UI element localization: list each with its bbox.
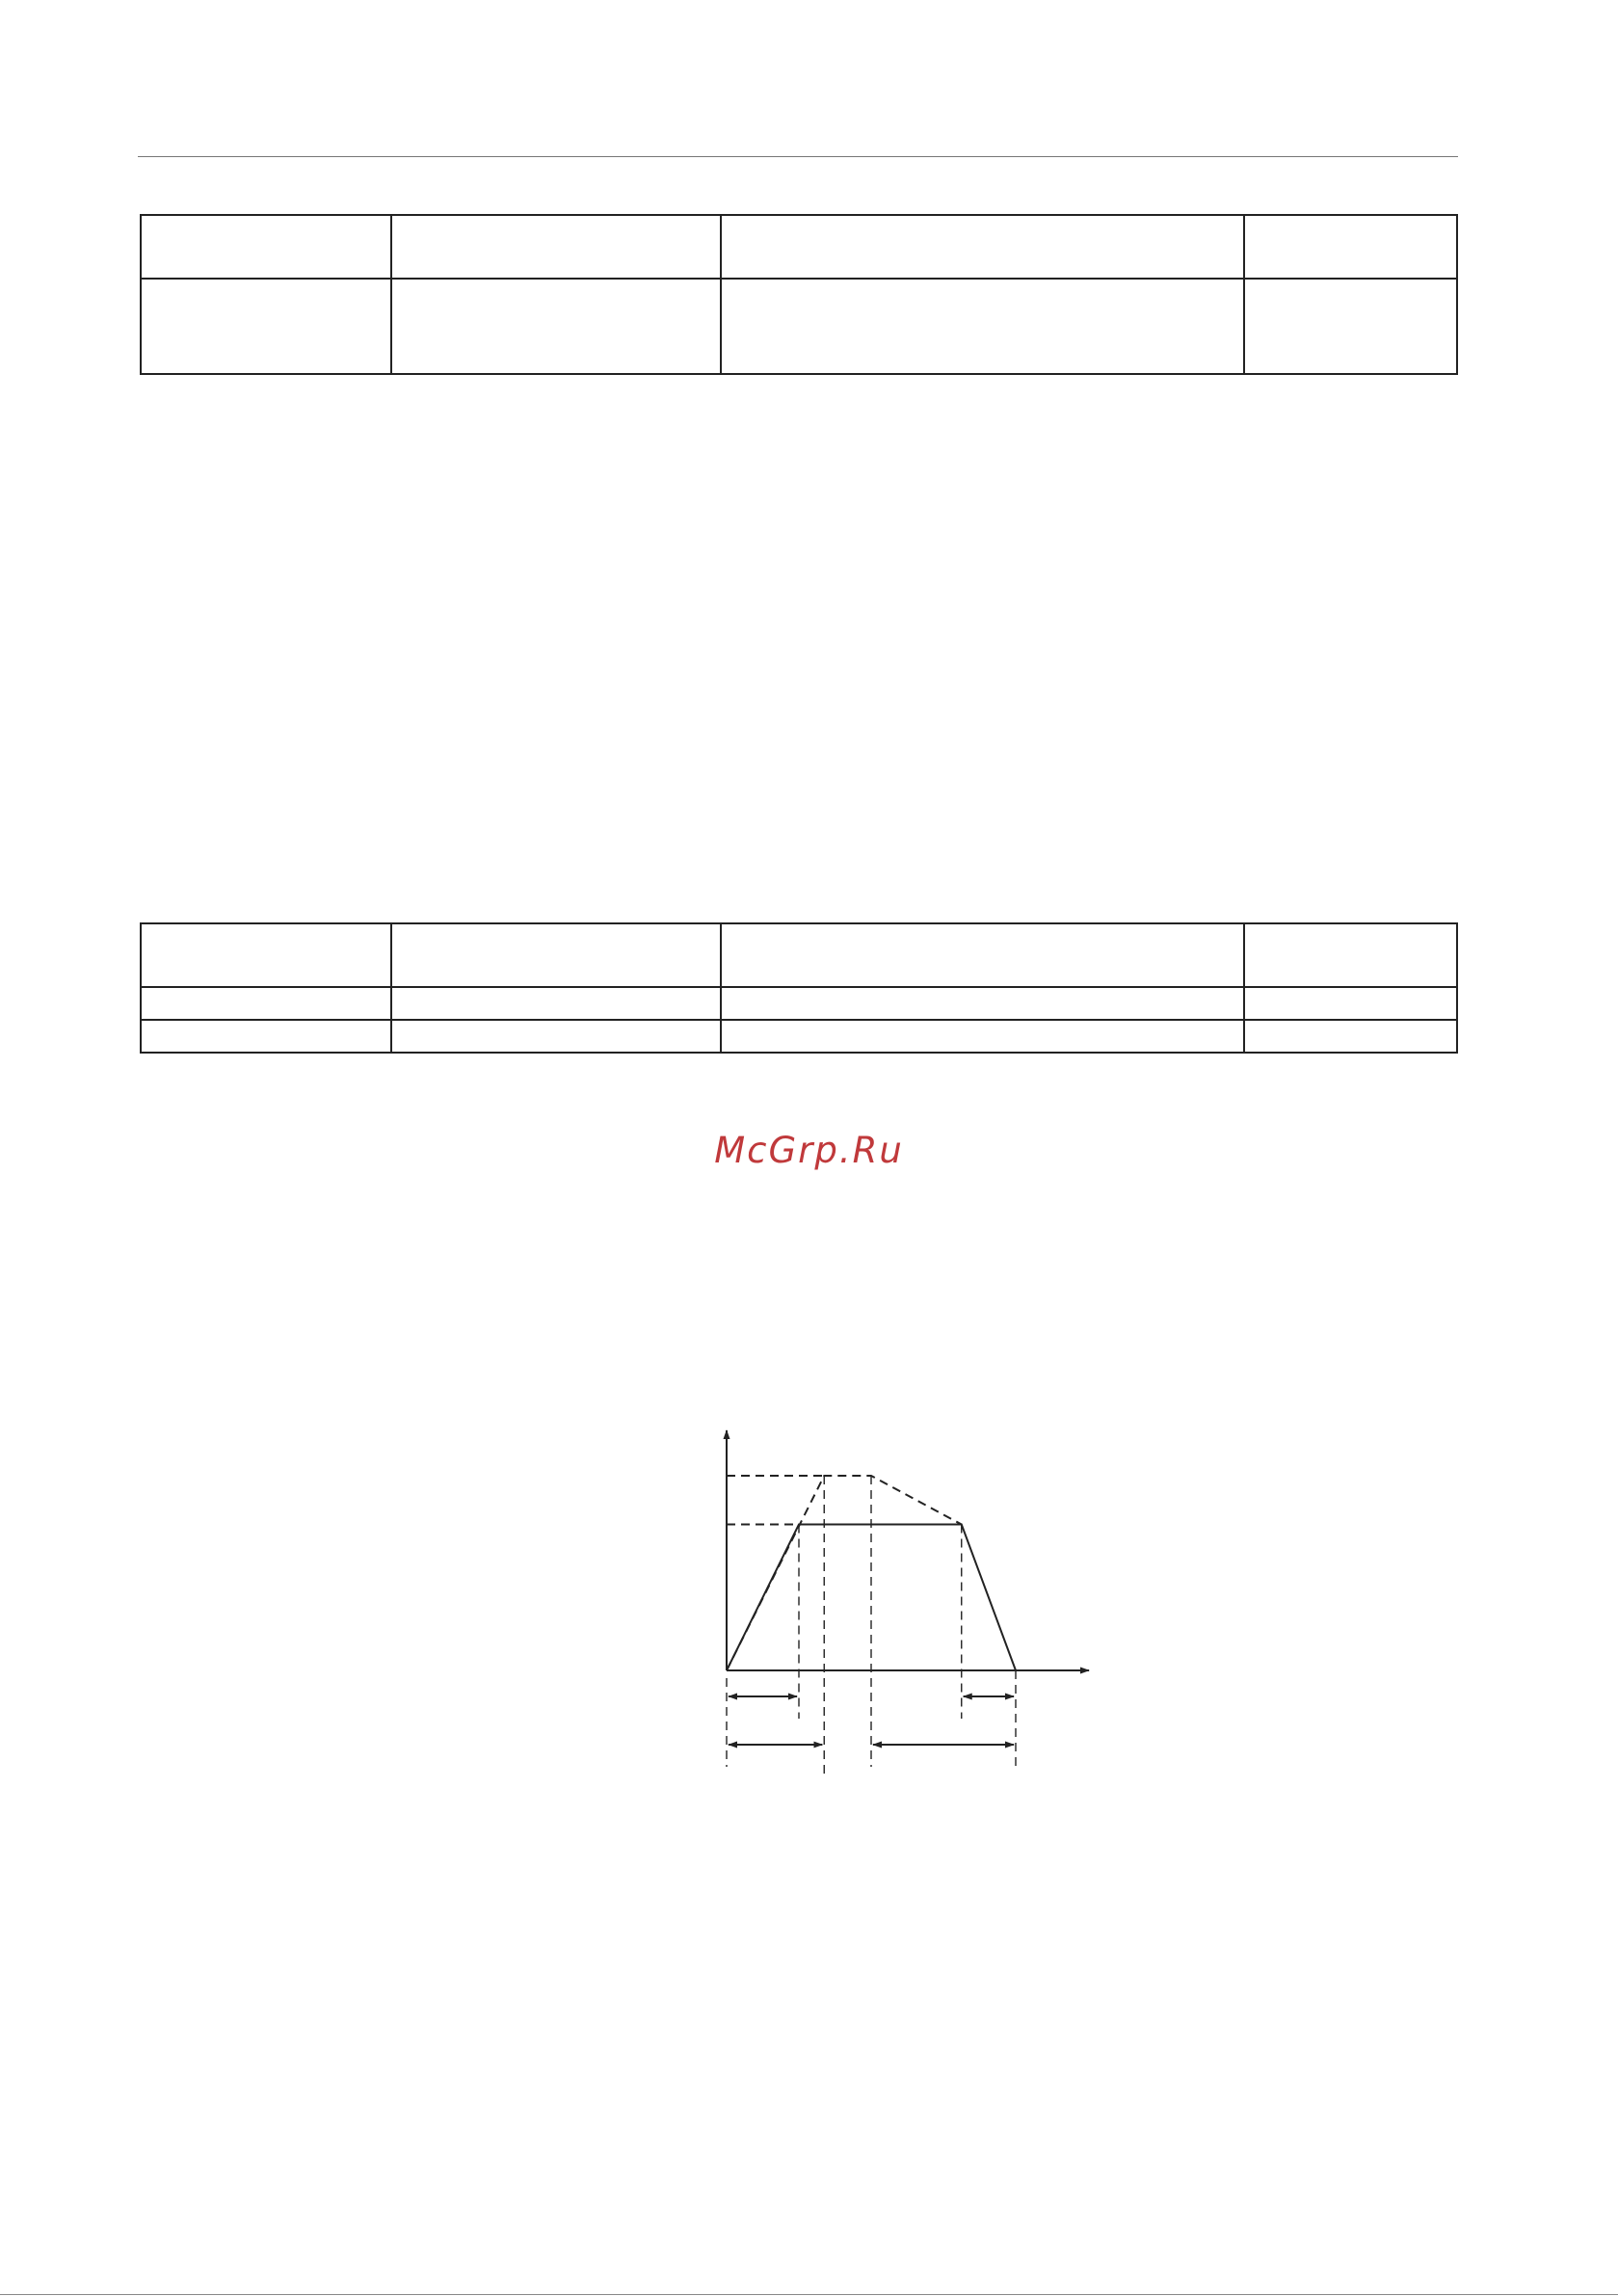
table-cell bbox=[721, 279, 1244, 374]
table-row bbox=[141, 215, 1457, 279]
series-line-2 bbox=[727, 1476, 962, 1670]
accel-decel-diagram bbox=[675, 1407, 1118, 1774]
table-cell bbox=[1244, 1020, 1457, 1053]
table-cell bbox=[721, 923, 1244, 987]
table-cell bbox=[391, 215, 721, 279]
table-cell bbox=[141, 923, 391, 987]
table-cell bbox=[391, 1020, 721, 1053]
table-cell bbox=[1244, 987, 1457, 1020]
table-cell bbox=[141, 987, 391, 1020]
table-cell bbox=[1244, 215, 1457, 279]
spec-table-1 bbox=[140, 214, 1458, 375]
table-cell bbox=[721, 1020, 1244, 1053]
table-cell bbox=[391, 279, 721, 374]
footer-rule bbox=[0, 2294, 1618, 2295]
table-cell bbox=[721, 215, 1244, 279]
header-rule bbox=[138, 156, 1458, 157]
table-row bbox=[141, 279, 1457, 374]
table-cell bbox=[1244, 923, 1457, 987]
table-cell bbox=[721, 987, 1244, 1020]
table-cell bbox=[141, 1020, 391, 1053]
watermark-text: McGrp.Ru bbox=[714, 1130, 904, 1171]
table-cell bbox=[141, 215, 391, 279]
table-cell bbox=[391, 987, 721, 1020]
table-cell bbox=[141, 279, 391, 374]
spec-table-2 bbox=[140, 922, 1458, 1054]
table-cell bbox=[391, 923, 721, 987]
table-row bbox=[141, 1020, 1457, 1053]
table-row bbox=[141, 923, 1457, 987]
table-row bbox=[141, 987, 1457, 1020]
table-cell bbox=[1244, 279, 1457, 374]
